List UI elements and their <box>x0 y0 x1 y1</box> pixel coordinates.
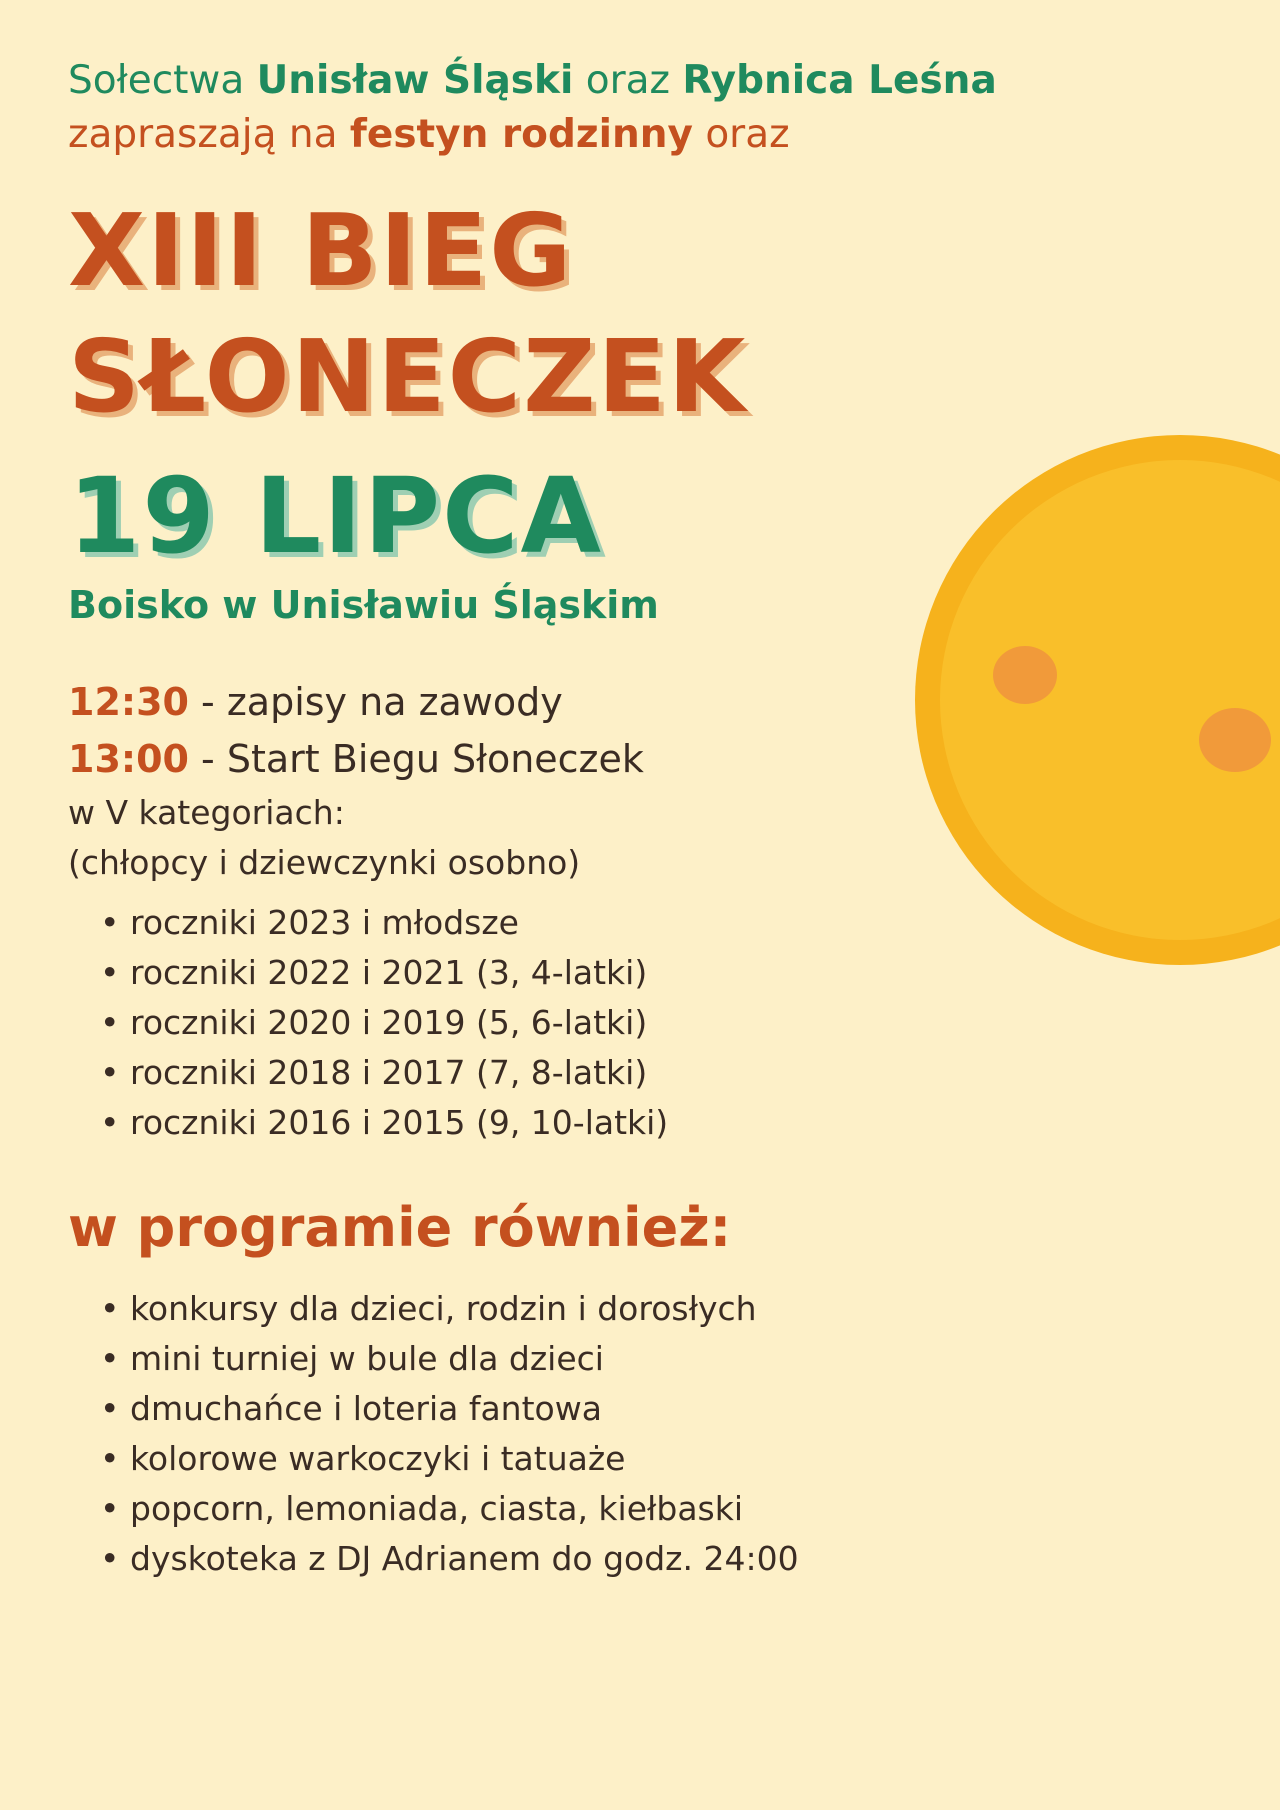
schedule-row-start: 13:00 - Start Biegu Słoneczek <box>68 737 644 781</box>
list-item: • dmuchańce i loteria fantowa <box>100 1384 799 1434</box>
cheek-left-icon <box>993 646 1057 704</box>
program-heading: w programie również: <box>68 1196 732 1259</box>
program-list <box>100 1284 799 1584</box>
title-line-2: SŁONECZEK <box>68 318 748 435</box>
venue: Boisko w Unisławiu Śląskim <box>68 583 659 627</box>
list-item: • roczniki 2023 i młodsze <box>100 898 668 948</box>
title-line-1: XIII BIEG <box>68 192 574 309</box>
list-item: • roczniki 2020 i 2019 (5, 6-latki) <box>100 998 668 1048</box>
time-registration: 12:30 <box>68 680 189 724</box>
cheek-right-icon <box>1199 708 1271 772</box>
schedule-row-registration: 12:30 - zapisy na zawody <box>68 680 563 724</box>
categories-intro: w V kategoriach: <box>68 793 345 832</box>
time-start: 13:00 <box>68 737 189 781</box>
list-item: • roczniki 2022 i 2021 (3, 4-latki) <box>100 948 668 998</box>
list-item: • roczniki 2016 i 2015 (9, 10-latki) <box>100 1098 668 1148</box>
intro-line-2: zapraszają na festyn rodzinny oraz <box>68 112 790 157</box>
list-item: • popcorn, lemoniada, ciasta, kiełbaski <box>100 1484 799 1534</box>
category-list <box>100 898 668 1148</box>
list-item: • konkursy dla dzieci, rodzin i dorosłych <box>100 1284 799 1334</box>
intro-text <box>68 54 997 162</box>
categories-note: (chłopcy i dziewczynki osobno) <box>68 843 581 882</box>
list-item: • kolorowe warkoczyki i tatuaże <box>100 1434 799 1484</box>
event-date: 19 LIPCA <box>68 455 603 577</box>
list-item: • roczniki 2018 i 2017 (7, 8-latki) <box>100 1048 668 1098</box>
intro-line-1: Sołectwa Unisław Śląski oraz Rybnica Leśna <box>68 58 997 103</box>
schedule <box>68 674 644 888</box>
sun-mascot-illustration <box>640 400 1280 1220</box>
list-item: • dyskoteka z DJ Adrianem do godz. 24:00 <box>100 1534 799 1584</box>
list-item: • mini turniej w bule dla dzieci <box>100 1334 799 1384</box>
